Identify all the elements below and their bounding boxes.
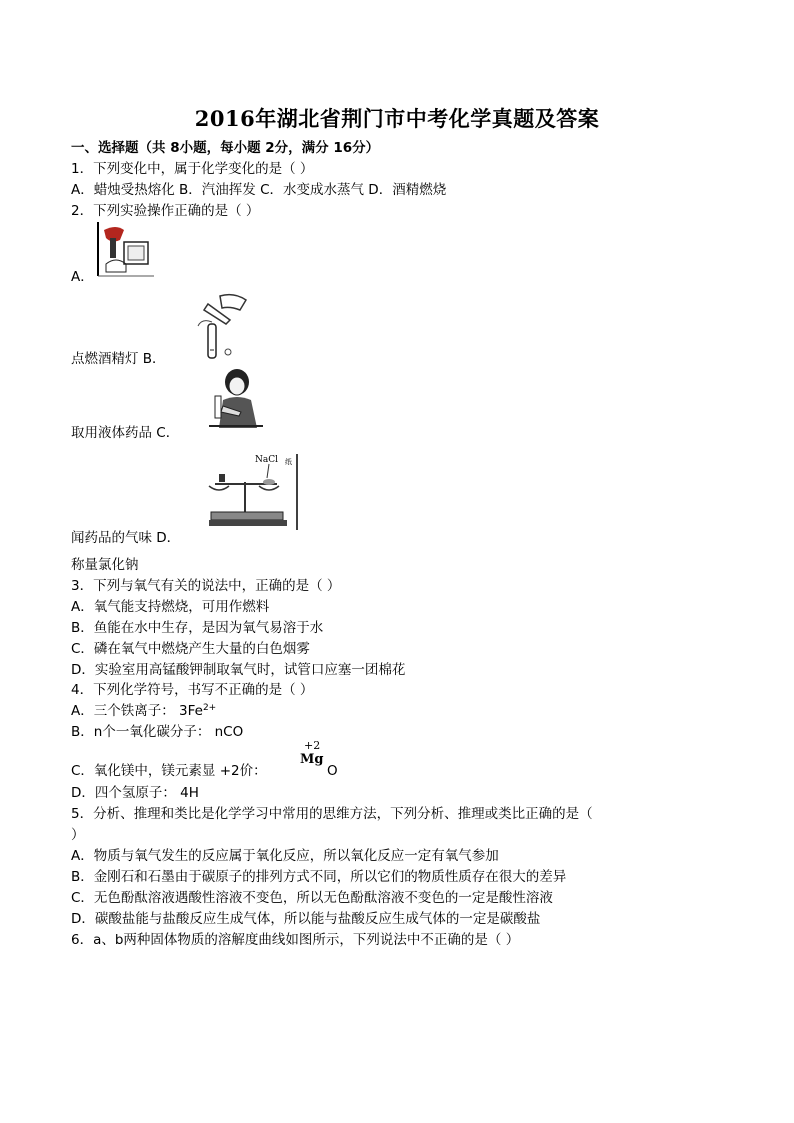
question-4-option-c-tail: O: [327, 763, 338, 779]
question-6-stem: 6．a、b两种固体物质的溶解度曲线如图所示，下列说法中不正确的是（ ）: [71, 932, 520, 948]
balance-weighing-image: [205, 452, 299, 532]
question-3-option-b: B．鱼能在水中生存，是因为氧气易溶于水: [71, 620, 324, 636]
question-1-stem: 1．下列变化中，属于化学变化的是（ ）: [71, 161, 314, 177]
page-title: 2016年湖北省荆门市中考化学真题及答案: [194, 106, 600, 131]
question-3-option-c: C．磷在氧气中燃烧产生大量的白色烟雾: [71, 641, 310, 657]
paper-label: 纸: [285, 458, 292, 466]
valence-notation: [300, 740, 323, 767]
valence-element: Mg: [300, 752, 324, 767]
question-2-option-c-line: 取用液体药品 C．: [71, 425, 180, 441]
question-3-stem: 3．下列与氧气有关的说法中，正确的是（ ）: [71, 578, 341, 594]
question-4-option-b: B．n个一氧化碳分子： nCO: [71, 724, 244, 740]
section-heading: 一、选择题（共 8小题，每小题 2分，满分 16分）: [71, 140, 380, 156]
question-5-stem-cont: ）: [71, 827, 85, 843]
question-2-d-caption: 称量氯化钠: [71, 557, 139, 573]
question-5-option-b: B．金刚石和石墨由于碳原子的排列方式不同，所以它们的物质性质存在很大的差异: [71, 869, 567, 885]
question-4-option-d: D．四个氢原子： 4H: [71, 785, 199, 801]
question-5-option-a: A．物质与氧气发生的反应属于氧化反应，所以氧化反应一定有氧气参加: [71, 848, 499, 864]
valence-value: +2: [304, 739, 321, 752]
smelling-chemicals-image: [207, 366, 265, 428]
charge-superscript: 2+: [202, 703, 217, 713]
question-4-option-a: [71, 702, 216, 720]
question-4-stem: 4．下列化学符号，书写不正确的是（ ）: [71, 682, 314, 698]
question-2-option-d-line: 闻药品的气味 D．: [71, 530, 181, 546]
question-1-options: A．蜡烛受热熔化 B．汽油挥发 C．水变成水蒸气 D．酒精燃烧: [71, 182, 447, 198]
question-3-option-a: A．氧气能支持燃烧，可用作燃料: [71, 599, 270, 615]
question-5-stem: 5．分析、推理和类比是化学学习中常用的思维方法，下列分析、推理或类比正确的是（: [71, 806, 593, 822]
question-2-option-a-label: A．: [71, 269, 94, 285]
question-4-option-a-text: A．三个铁离子： 3Fe: [71, 703, 203, 719]
alcohol-lamp-lighting-image: [96, 220, 158, 278]
question-2-option-b-line: 点燃酒精灯 B．: [71, 351, 166, 367]
question-5-option-d: D．碳酸盐能与盐酸反应生成气体，所以能与盐酸反应生成气体的一定是碳酸盐: [71, 911, 541, 927]
nacl-label: NaCl: [255, 455, 279, 465]
question-2-stem: 2．下列实验操作正确的是（ ）: [71, 203, 260, 219]
question-5-option-c: C．无色酚酞溶液遇酸性溶液不变色，所以无色酚酞溶液不变色的一定是酸性溶液: [71, 890, 553, 906]
question-4-option-c-text: C．氧化镁中，镁元素显 +2价：: [71, 763, 267, 779]
question-3-option-d: D．实验室用高锰酸钾制取氧气时，试管口应塞一团棉花: [71, 662, 406, 678]
